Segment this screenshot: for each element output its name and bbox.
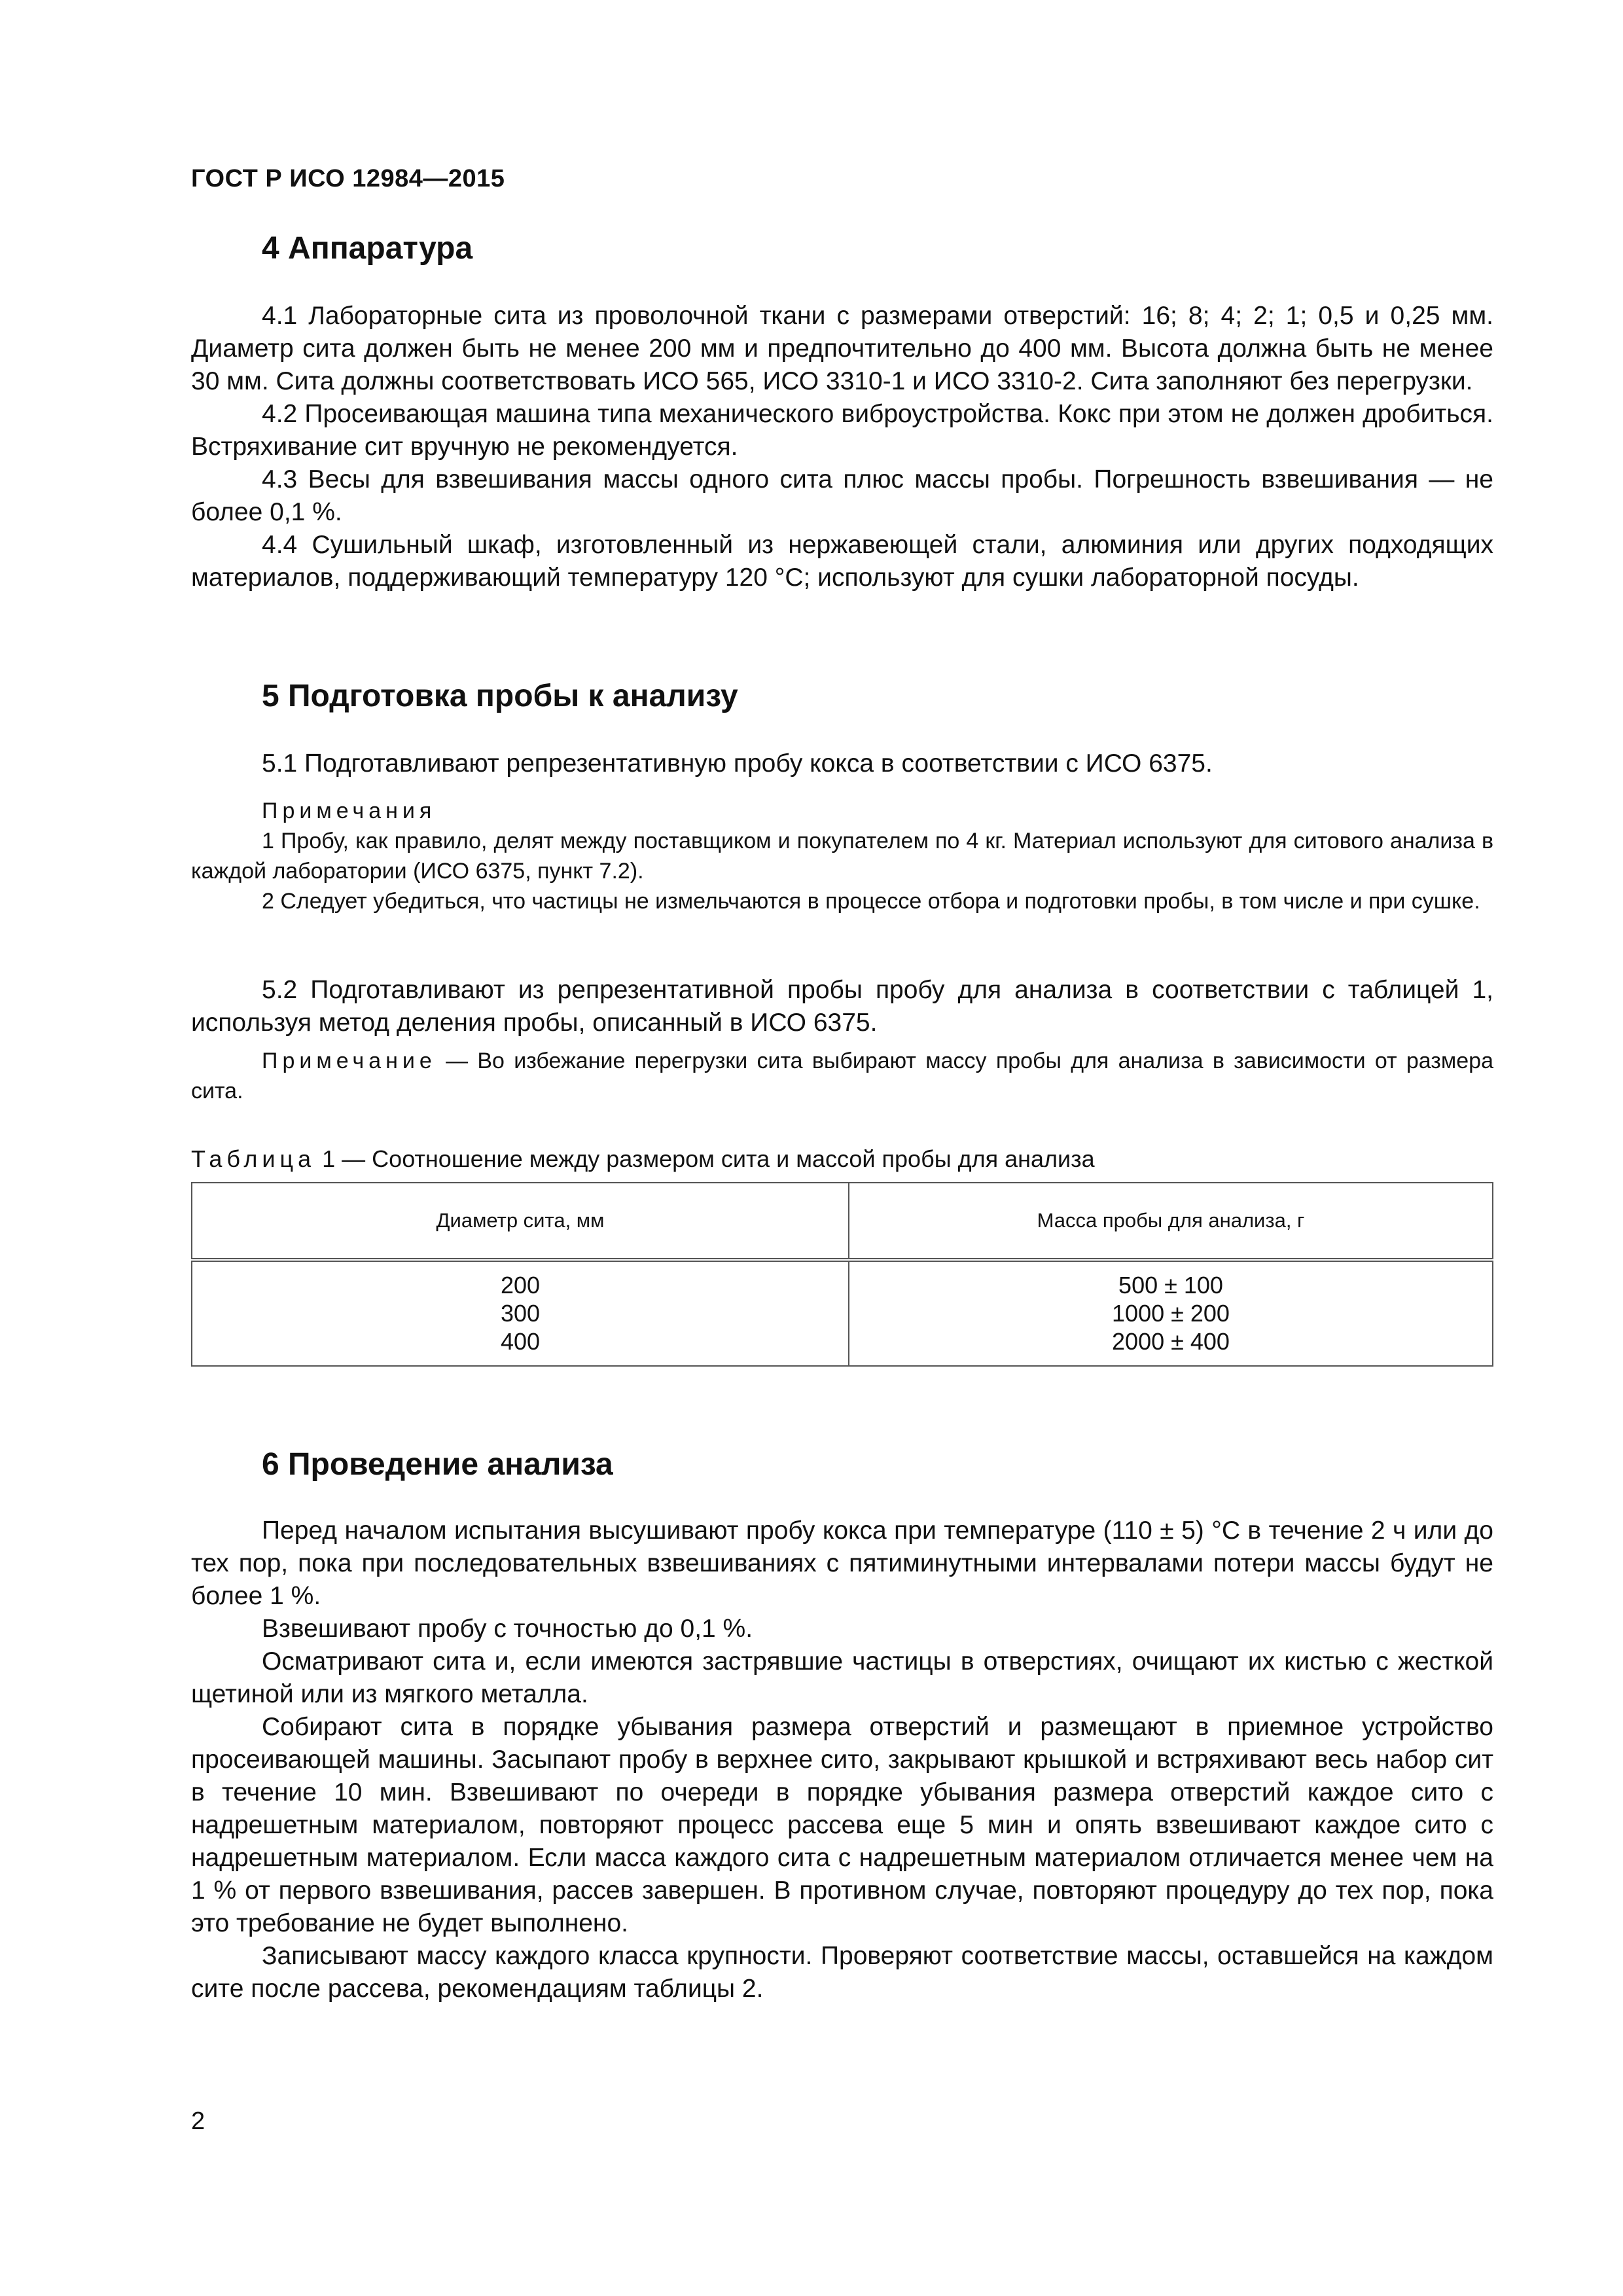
paragraph-4-2: 4.2 Просеивающая машина типа механического виброустройства. Кокс при этом не должен дробиться. Встряхивание сит вручную не рекомендуется. xyxy=(191,400,1493,461)
note-3-text: — Во избежание перегрузки сита выбирают массу пробы для анализа в зависимости от размера сита. xyxy=(191,1049,1493,1103)
paragraph-4-4: 4.4 Сушильный шкаф, изготовленный из нержавеющей стали, алюминия или других подходящих материалов, поддерживающий температуру 120 °С; используют для сушки лабораторной посуды. xyxy=(191,531,1493,592)
section-5-notes xyxy=(191,796,1493,916)
table-cell-diameter xyxy=(192,1260,849,1366)
table-caption-text: 1 — Соотношение между размером сита и массой пробы для анализа xyxy=(315,1145,1095,1172)
section-6-body xyxy=(191,1515,1493,2005)
section-5-p1 xyxy=(191,747,1493,780)
section-4-title: 4 Аппаратура xyxy=(262,231,473,266)
notes-heading: Примечания xyxy=(262,798,437,823)
paragraph-6-2: Взвешивают пробу с точностью до 0,1 %. xyxy=(262,1615,753,1643)
paragraph-4-3: 4.3 Весы для взвешивания массы одного сита плюс массы пробы. Погрешность взвешивания — не более 0,1 %. xyxy=(191,465,1493,526)
note-1: 1 Пробу, как правило, делят между поставщиком и покупателем по 4 кг. Материал используют для ситового анализа в каждой лаборатории (ИСО 6375, пункт 7.2). xyxy=(191,829,1493,884)
table-cell-value: 500 ± 100 xyxy=(1118,1272,1223,1299)
paragraph-5-2: 5.2 Подготавливают из репрезентативной пробы пробу для анализа в соответствии с таблицей 1, используя метод деления пробы, описанный в ИСО 6375. xyxy=(191,976,1493,1037)
document-header: ГОСТ Р ИСО 12984—2015 xyxy=(191,165,505,192)
paragraph-4-1: 4.1 Лабораторные сита из проволочной ткани с размерами отверстий: 16; 8; 4; 2; 1; 0,5 и 0,25 мм. Диаметр сита должен быть не менее 200 мм и предпочтительно до 400 мм. Высота должна быть не менее 30 мм. Сита должны соответствовать ИСО 565, ИСО 3310-1 и ИСО 3310-2. Сита заполняют без перегрузки. xyxy=(191,302,1493,395)
table-1-caption xyxy=(191,1145,1095,1173)
table-cell-value: 1000 ± 200 xyxy=(1112,1300,1230,1327)
table-cell-value: 200 xyxy=(500,1272,541,1299)
table-row xyxy=(192,1260,1493,1366)
section-5-note-3 xyxy=(191,1046,1493,1106)
page-number: 2 xyxy=(191,2108,205,2135)
table-cell-value: 300 xyxy=(500,1300,541,1327)
table-cell-mass xyxy=(849,1260,1493,1366)
table-cell-value: 2000 ± 400 xyxy=(1112,1328,1230,1355)
table-header-row xyxy=(192,1183,1493,1260)
table-cell-value: 400 xyxy=(500,1328,541,1355)
table-caption-label: Таблица xyxy=(191,1145,316,1172)
table-1 xyxy=(191,1182,1493,1367)
table-header-cell: Диаметр сита, мм xyxy=(192,1183,849,1260)
paragraph-6-4: Собирают сита в порядке убывания размера отверстий и размещают в приемное устройство просеивающей машины. Засыпают пробу в верхнее сито, закрывают крышкой и встряхивают весь набор сит в течение 10 мин. Взвешивают по очереди в порядке убывания размера отверстий каждое сито с надрешетным материалом, повторяют процесс рассева еще 5 мин и опять взвешивают каждое сито с надрешетным материалом. Если масса каждого сита с надрешетным материалом отличается менее чем на 1 % от первого взвешивания, рассев завершен. В противном случае, повторяют процедуру до тех пор, пока это требование не будет выполнено. xyxy=(191,1713,1493,1937)
paragraph-5-1: 5.1 Подготавливают репрезентативную пробу кокса в соответствии с ИСО 6375. xyxy=(262,749,1213,778)
note-2: 2 Следует убедиться, что частицы не измельчаются в процессе отбора и подготовки пробы, в том числе и при сушке. xyxy=(262,889,1480,914)
table-header-cell: Масса пробы для анализа, г xyxy=(849,1183,1493,1260)
section-4-body xyxy=(191,300,1493,594)
paragraph-6-3: Осматривают сита и, если имеются застрявшие частицы в отверстиях, очищают их кистью с жесткой щетиной или из мягкого металла. xyxy=(191,1647,1493,1708)
section-5-title: 5 Подготовка пробы к анализу xyxy=(262,679,738,713)
note-3-label: Примечание xyxy=(262,1049,437,1073)
paragraph-6-5: Записывают массу каждого класса крупности. Проверяют соответствие массы, оставшейся на каждом сите после рассева, рекомендациям таблицы 2. xyxy=(191,1942,1493,2003)
section-6-title: 6 Проведение анализа xyxy=(262,1447,613,1482)
section-5-p2 xyxy=(191,974,1493,1039)
paragraph-6-1: Перед началом испытания высушивают пробу кокса при температуре (110 ± 5) °С в течение 2 ч или до тех пор, пока при последовательных взвешиваниях с пятиминутными интервалами потери массы будут не более 1 %. xyxy=(191,1516,1493,1610)
